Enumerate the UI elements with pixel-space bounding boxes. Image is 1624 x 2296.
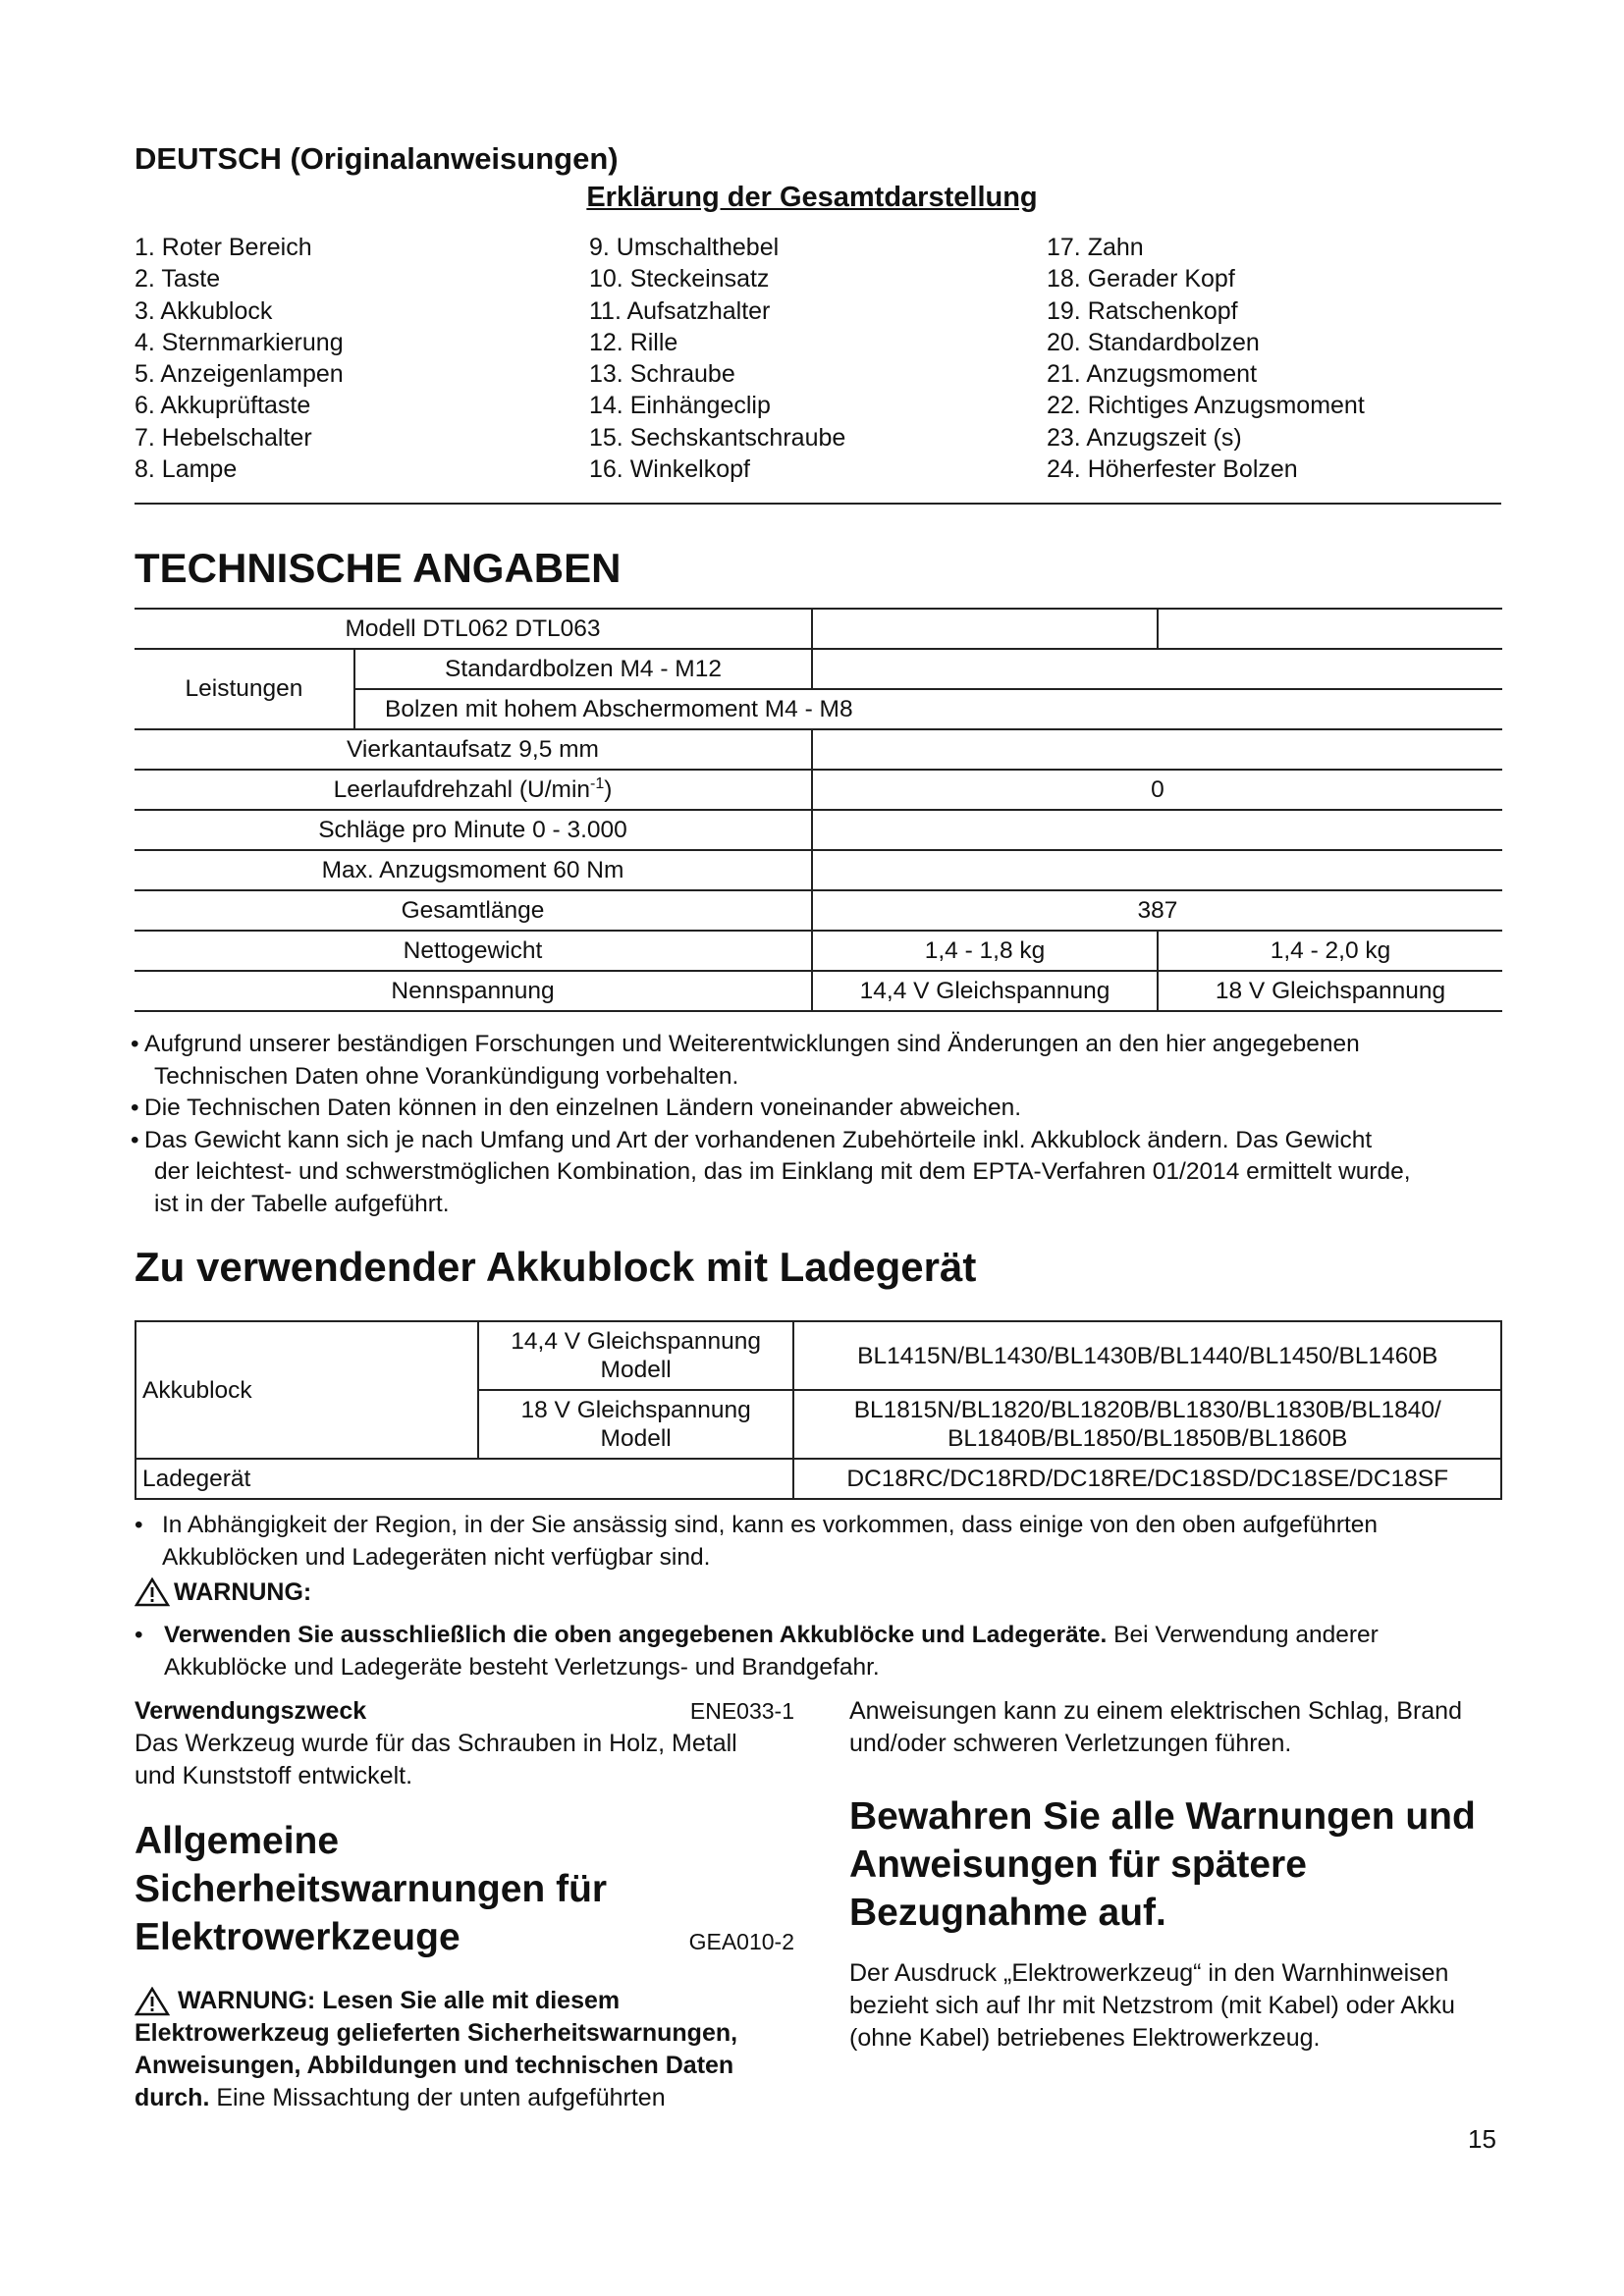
legend-item: 18. Gerader Kopf (1047, 265, 1235, 294)
legend-item: 6. Akkuprüftaste (135, 392, 311, 420)
spannung-062-value: 14,4 V Gleichspannung (812, 971, 1158, 1011)
note-text: ist in der Tabelle aufgeführt. (154, 1190, 450, 1217)
legend-item: 14. Einhängeclip (589, 392, 771, 420)
vierkant-cell: Vierkantaufsatz 9,5 mm (135, 729, 812, 770)
leistungen-cell: Leistungen (135, 649, 354, 729)
table-row (135, 1459, 1501, 1499)
model-18-cell (478, 1390, 794, 1459)
note-text: Technischen Daten ohne Vorankündigung vorbehalten. (154, 1062, 739, 1090)
akkublock-cell: Akkublock (135, 1321, 478, 1459)
table-row (135, 609, 1502, 649)
usage-text: Das Werkzeug wurde für das Schrauben in Holz, Metall (135, 1730, 737, 1757)
warning-text: WARNUNG: Lesen Sie alle mit diesem (178, 1987, 621, 2014)
warning-bold-text: Verwenden Sie ausschließlich die oben angegebenen Akkublöcke und Ladegeräte. (164, 1622, 1108, 1648)
gesamtlaenge-value: 387 (812, 890, 1502, 931)
empty-cell (1158, 609, 1502, 649)
legend-column-1 (135, 232, 344, 485)
warning-text: Akkublöcke und Ladegeräte besteht Verletzungs- und Brandgefahr. (164, 1653, 880, 1681)
table-row (135, 971, 1502, 1011)
bl-144-cell: BL1415N/BL1430/BL1430B/BL1440/BL1450/BL1460B (793, 1321, 1501, 1390)
note-text: Das Gewicht kann sich je nach Umfang und Art der vorhandenen Zubehörteile inkl. Akkublock ändern. Das Gewicht (144, 1126, 1373, 1153)
leerlauf-label: Leerlaufdrehzahl (U/min (333, 776, 591, 804)
language-heading: DEUTSCH (Originalanweisungen) (135, 141, 619, 176)
usage-text: und Kunststoff entwickelt. (135, 1762, 413, 1789)
warning-label-row (135, 1577, 311, 1607)
term-definition (849, 1957, 1517, 2055)
note-text: der leichtest- und schwerstmöglichen Kombination, das im Einklang mit dem EPTA-Verfahren 01/2014 ermittelt wurde, (154, 1158, 1411, 1185)
heading-line: Allgemeine (135, 1820, 340, 1862)
usage-section (135, 1695, 794, 1792)
legend-item: 19. Ratschenkopf (1047, 296, 1238, 325)
continuation-text (849, 1695, 1507, 1760)
bl-18-line: BL1815N/BL1820/BL1820B/BL1830/BL1830B/BL1840/ (853, 1397, 1441, 1423)
heading-line: Elektrowerkzeuge (135, 1916, 460, 1958)
leerlauf-cell (135, 770, 812, 810)
bolzen-hoch-cell: Bolzen mit hohem Abschermoment M4 - M8 (354, 689, 1502, 729)
legend-title: Erklärung der Gesamtdarstellung (586, 182, 1038, 213)
spannung-063-value: 18 V Gleichspannung (1158, 971, 1502, 1011)
legend-item: 2. Taste (135, 265, 221, 294)
spec-table (135, 608, 1502, 1012)
model-word: Modell (600, 1357, 672, 1383)
warning-label: WARNUNG: (174, 1577, 312, 1606)
list-item: • Verwenden Sie ausschließlich die oben angegebenen Akkublöcke und Ladegeräte. Bei Verwendung anderer Akkublöcke und Ladegeräte besteht Verletzungs- und Brandgefahr. (135, 1620, 1509, 1683)
bl-18-line: BL1840B/BL1850/BL1850B/BL1860B (947, 1425, 1348, 1452)
model-word: Modell (600, 1425, 672, 1452)
legend-item: 8. Lampe (135, 455, 238, 484)
heading-line: Anweisungen für spätere (849, 1843, 1307, 1886)
legend-item: 9. Umschalthebel (589, 234, 780, 261)
warning-text: Elektrowerkzeug gelieferten Sicherheitswarnungen, (135, 2019, 738, 2047)
table-row (135, 770, 1502, 810)
model-144-cell (478, 1321, 794, 1390)
warning-body (135, 1620, 1509, 1683)
leerlauf-close: ) (604, 776, 613, 804)
general-code: GEA010-2 (688, 1929, 794, 1954)
empty-cell (812, 810, 1502, 850)
list-item: • Das Gewicht kann sich je nach Umfang und Art der vorhandenen Zubehörteile inkl. Akkublock ändern. Das Gewicht der leichtest- und schwerstmöglichen Kombination, das im Einklang mit dem EPTA-Verfahren 01/2014 ermittelt wurde, ist in der Tabelle aufgeführt. (135, 1125, 1509, 1221)
note-text: In Abhängigkeit der Region, in der Sie ansässig sind, kann es vorkommen, dass einige von den oben aufgeführten (162, 1512, 1379, 1538)
legend-item: 1. Roter Bereich (135, 234, 312, 261)
legend-item: 12. Rille (589, 328, 678, 356)
warning-text: Bei Verwendung anderer (1107, 1622, 1379, 1648)
table-row (135, 1321, 1501, 1390)
usage-code: ENE033-1 (689, 1698, 794, 1724)
empty-cell (812, 649, 1502, 689)
max-anzug-cell: Max. Anzugsmoment 60 Nm (135, 850, 812, 890)
heading-line: Bewahren Sie alle Warnungen und (849, 1795, 1476, 1838)
model-144-voltage: 14,4 V Gleichspannung (511, 1328, 761, 1355)
gewicht-062-value: 1,4 - 1,8 kg (812, 931, 1158, 971)
legend-item: 5. Anzeigenlampen (135, 360, 344, 389)
legend-item: 15. Sechskantschraube (589, 423, 846, 452)
section-divider (135, 503, 1501, 505)
warning-text: Eine Missachtung der unten aufgeführten (209, 2084, 666, 2111)
warning-triangle-icon (135, 1577, 170, 1607)
body-text: (ohne Kabel) betriebenes Elektrowerkzeug. (849, 2024, 1321, 2052)
gewicht-063-value: 1,4 - 2,0 kg (1158, 931, 1502, 971)
empty-cell (812, 729, 1502, 770)
warning-bold-text: durch. (135, 2084, 210, 2111)
general-safety-heading (135, 1817, 794, 1966)
legend-item: 24. Höherfester Bolzen (1047, 455, 1298, 484)
note-text: Akkublöcken und Ladegeräten nicht verfügbar sind. (162, 1543, 711, 1571)
model-cell: Modell DTL062 DTL063 (135, 609, 812, 649)
table-row (135, 850, 1502, 890)
battery-heading: Zu verwendender Akkublock mit Ladegerät (135, 1244, 977, 1290)
spec-notes (131, 1029, 1509, 1220)
table-row (135, 890, 1502, 931)
note-text: Aufgrund unserer beständigen Forschungen und Weiterentwicklungen sind Änderungen an den hier angegebenen (144, 1031, 1360, 1057)
legend-column-2 (589, 232, 845, 485)
keep-warnings-heading (849, 1792, 1517, 1937)
schlaege-cell: Schläge pro Minute 0 - 3.000 (135, 810, 812, 850)
model-18-voltage: 18 V Gleichspannung (520, 1397, 751, 1423)
legend-item: 20. Standardbolzen (1047, 328, 1260, 356)
body-text: Der Ausdruck „Elektrowerkzeug“ in den Warnhinweisen (849, 1959, 1449, 1987)
leerlauf-exponent: -1 (590, 774, 605, 792)
heading-line: Bezugnahme auf. (849, 1892, 1166, 1934)
dc-cell: DC18RC/DC18RD/DC18RE/DC18SD/DC18SE/DC18SF (793, 1459, 1501, 1499)
usage-title: Verwendungszweck (135, 1697, 367, 1725)
table-row (135, 649, 1502, 689)
legend-item: 16. Winkelkopf (589, 455, 750, 484)
legend-item: 3. Akkublock (135, 296, 273, 325)
list-item: • Aufgrund unserer beständigen Forschungen und Weiterentwicklungen sind Änderungen an den hier angegebenen Technischen Daten ohne Vorankündigung vorbehalten. (135, 1029, 1509, 1093)
list-item: • In Abhängigkeit der Region, in der Sie ansässig sind, kann es vorkommen, dass einige von den oben aufgeführten Akkublöcken und Ladegeräten nicht verfügbar sind. (135, 1510, 1509, 1574)
legend-item: 21. Anzugsmoment (1047, 360, 1258, 389)
region-note (135, 1510, 1509, 1574)
legend-item: 10. Steckeinsatz (589, 265, 770, 294)
nennspannung-cell: Nennspannung (135, 971, 812, 1011)
body-text: bezieht sich auf Ihr mit Netzstrom (mit Kabel) oder Akku (849, 1992, 1455, 2019)
ladegeraet-cell: Ladegerät (135, 1459, 793, 1499)
legend-item: 17. Zahn (1047, 234, 1144, 261)
legend-item: 22. Richtiges Anzugsmoment (1047, 392, 1365, 420)
list-item: • Die Technischen Daten können in den einzelnen Ländern voneinander abweichen. (131, 1095, 1022, 1121)
specs-heading: TECHNISCHE ANGABEN (135, 545, 622, 591)
bl-18-cell (793, 1390, 1501, 1459)
leerlauf-value: 0 (812, 770, 1502, 810)
standardbolzen-cell: Standardbolzen M4 - M12 (354, 649, 812, 689)
legend-item: 7. Hebelschalter (135, 423, 312, 452)
legend-item: 11. Aufsatzhalter (589, 296, 771, 325)
legend-item: 23. Anzugszeit (s) (1047, 423, 1242, 452)
heading-line: Sicherheitswarnungen für (135, 1868, 608, 1910)
table-row (135, 729, 1502, 770)
table-row (135, 810, 1502, 850)
legend-column-3 (1047, 232, 1365, 485)
empty-cell (812, 850, 1502, 890)
warning-text: Anweisungen, Abbildungen und technischen Daten (135, 2052, 734, 2079)
battery-table (135, 1320, 1502, 1500)
general-warning (135, 1985, 802, 2114)
table-row (135, 931, 1502, 971)
body-text: und/oder schweren Verletzungen führen. (849, 1730, 1292, 1757)
page-number: 15 (1468, 2124, 1496, 2154)
warning-triangle-icon (135, 1987, 170, 2016)
nettogewicht-cell: Nettogewicht (135, 931, 812, 971)
gesamtlaenge-cell: Gesamtlänge (135, 890, 812, 931)
body-text: Anweisungen kann zu einem elektrischen Schlag, Brand (849, 1697, 1462, 1725)
legend-item: 13. Schraube (589, 360, 735, 389)
empty-cell (812, 609, 1158, 649)
note-text: Die Technischen Daten können in den einzelnen Ländern voneinander abweichen. (144, 1095, 1022, 1121)
legend-item: 4. Sternmarkierung (135, 328, 344, 356)
